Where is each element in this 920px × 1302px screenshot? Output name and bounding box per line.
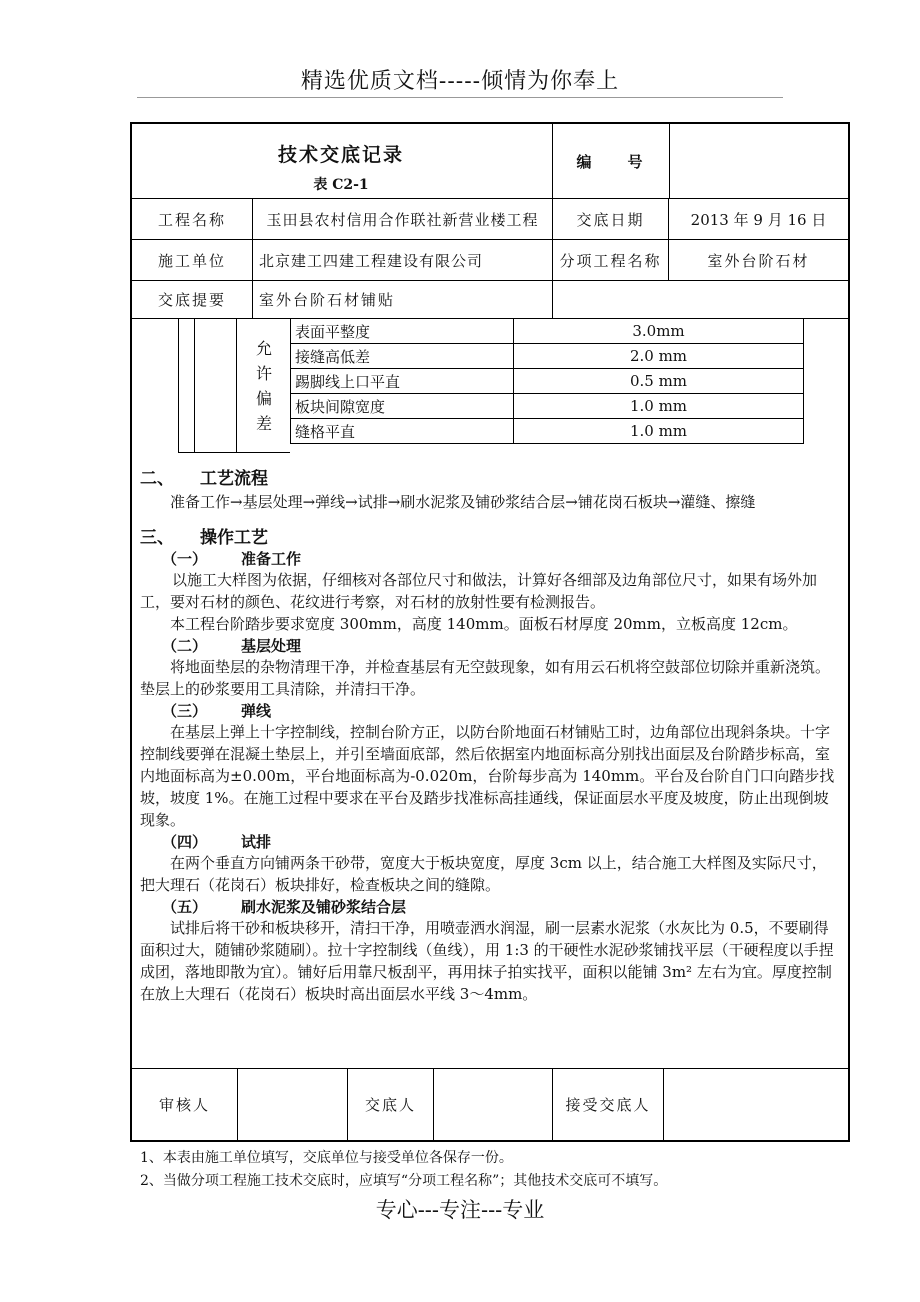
project-name-label: 工程名称	[157, 210, 226, 229]
contractor-label: 施工单位	[157, 251, 226, 270]
date-label: 交底日期	[576, 210, 645, 229]
table-row	[291, 394, 804, 419]
form-title: 技术交底记录	[277, 144, 404, 166]
grid-line	[178, 452, 290, 453]
table-row	[291, 369, 804, 394]
tolerance-value: 0.5 mm	[514, 369, 804, 394]
note-1: 1、本表由施工单位填写，交底单位与接受单位各保存一份。	[140, 1150, 513, 1166]
paragraph: 在基层上弹上十字控制线，控制台阶方正，以防台阶地面石材铺贴工时，边角部位出现斜条块。十字控制线要弹在混凝土垫层上，并引至墙面底部，然后依据室内地面标高分别找出面层及台阶踏步标高，室内地面标高为±0.00m，平台地面标高为-0.020m，台阶每步高为 140mm。平台及台阶自门口向踏步找坡，坡度 1%。在施工过程中要求在平台及踏步找准标高挂通线，保证面层水平度及坡度，防止出现倒坡现象。	[140, 723, 835, 829]
discloser-label: 交底人	[364, 1096, 416, 1114]
project-name-value: 玉田县农村信用合作联社新营业楼工程	[266, 210, 539, 229]
header-divider	[137, 97, 783, 98]
grid-line	[178, 318, 179, 452]
grid-line	[194, 318, 195, 452]
tolerance-value: 1.0 mm	[514, 394, 804, 419]
date-value: 2013 年 9 月 16 日	[690, 210, 827, 229]
summary-label: 交底提要	[157, 291, 226, 309]
subsection-heading: （一） 准备工作	[162, 550, 302, 568]
discloser-signature[interactable]	[434, 1069, 552, 1140]
section-heading: 三、 操作工艺	[140, 528, 268, 548]
subsection-heading: （五） 刷水泥浆及铺砂浆结合层	[162, 898, 407, 916]
table-row	[291, 344, 804, 369]
reviewer-label: 审核人	[158, 1096, 210, 1114]
contractor-value: 北京建工四建工程建设有限公司	[259, 251, 484, 270]
receiver-signature[interactable]	[664, 1069, 848, 1140]
tolerance-value: 3.0mm	[514, 319, 804, 344]
table-row	[291, 419, 804, 444]
page-footer: 专心---专注---专业	[375, 1198, 545, 1222]
tolerance-value: 1.0 mm	[514, 419, 804, 444]
subproject-value: 室外台阶石材	[707, 251, 810, 270]
paragraph: 以施工大样图为依据，仔细核对各部位尺寸和做法，计算好各细部及边角部位尺寸，如果有场外加工，要对石材的颜色、花纹进行考察，对石材的放射性要有检测报告。	[140, 571, 818, 611]
subsection-heading: （二） 基层处理	[162, 637, 302, 655]
paragraph: 在两个垂直方向铺两条干砂带，宽度大于板块宽度，厚度 3cm 以上，结合施工大样图及实际尺寸，把大理石（花岗石）板块排好，检查板块之间的缝隙。	[140, 854, 827, 894]
page-header: 精选优质文档-----倾情为你奉上	[300, 69, 620, 94]
note-2: 2、当做分项工程施工技术交底时，应填写“分项工程名称”；其他技术交底可不填写。	[140, 1173, 668, 1189]
tolerance-item: 表面平整度	[291, 319, 514, 344]
body-content	[140, 464, 840, 1005]
subsection-heading: （四） 试排	[162, 833, 272, 851]
table-row	[291, 319, 804, 344]
tolerance-item: 踢脚线上口平直	[291, 369, 514, 394]
subproject-label: 分项工程名称	[559, 251, 662, 270]
tolerance-table	[290, 318, 804, 444]
number-value[interactable]	[670, 124, 848, 198]
form-code: 表 C2-1	[313, 177, 369, 193]
summary-value: 室外台阶石材铺贴	[259, 291, 396, 309]
process-flow: 准备工作→基层处理→弹线→试排→刷水泥浆及铺砂浆结合层→铺花岗石板块→灌缝、擦缝	[170, 493, 756, 511]
receiver-label: 接受交底人	[565, 1096, 651, 1114]
tolerance-item: 接缝高低差	[291, 344, 514, 369]
paragraph: 将地面垫层的杂物清理干净，并检查基层有无空鼓现象，如有用云石机将空鼓部位切除并重新浇筑。垫层上的砂浆要用工具清除，并清扫干净。	[140, 658, 831, 698]
tolerance-item: 板块间隙宽度	[291, 394, 514, 419]
paragraph: 本工程台阶踏步要求宽度 300mm，高度 140mm。面板石材厚度 20mm，立板高度 12cm。	[170, 615, 798, 633]
paragraph: 试排后将干砂和板块移开，清扫干净，用喷壶洒水润湿，刷一层素水泥浆（水灰比为 0.5，不要刷得面积过大，随铺砂浆随刷）。拉十字控制线（鱼线），用 1:3 的干硬性水泥砂浆铺找平层（干硬程度以手捏成团，落地即散为宜）。铺好后用靠尺板刮平，再用抹子拍实找平，面积以能铺 3m² 左右为宜。厚度控制在放上大理石（花岗石）板块时高出面层水平线 3～4mm。	[140, 919, 834, 1003]
tolerance-group-label: 允 许 偏 差	[255, 339, 272, 433]
grid-line	[236, 318, 237, 452]
subsection-heading: （三） 弹线	[162, 702, 272, 720]
number-label: 编 号	[576, 152, 645, 171]
tolerance-item: 缝格平直	[291, 419, 514, 444]
tolerance-value: 2.0 mm	[514, 344, 804, 369]
section-heading: 二、 工艺流程	[140, 469, 268, 489]
reviewer-signature[interactable]	[238, 1069, 347, 1140]
